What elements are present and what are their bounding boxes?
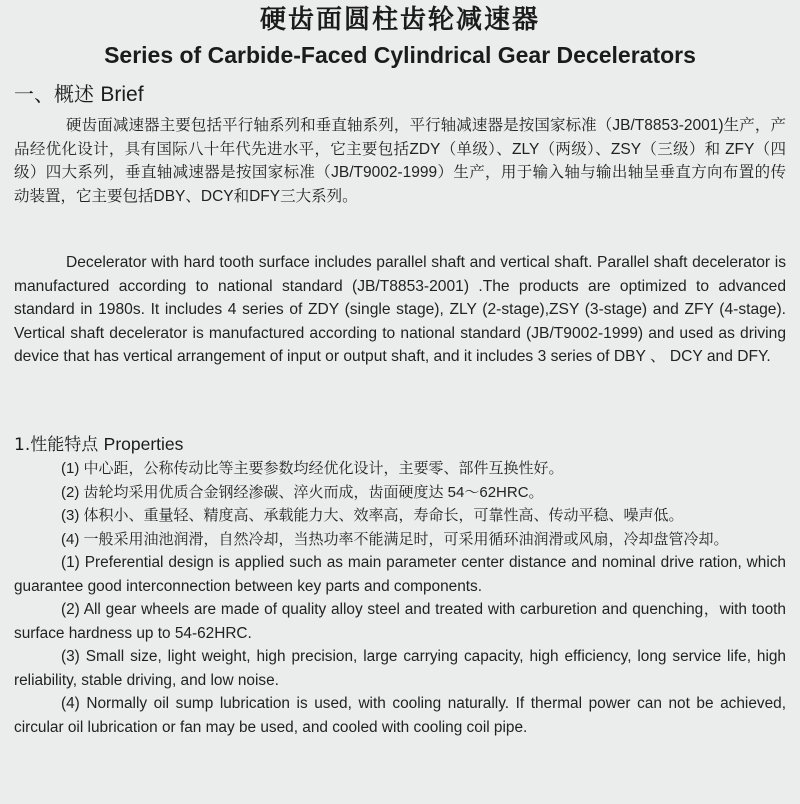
property-item-en-3: (3) Small size, light weight, high precision, large carrying capacity, high efficiency, long service life, high reliability, stable driving, and low noise. bbox=[14, 648, 786, 689]
property-item-cn-1: (1) 中心距，公称传动比等主要参数均经优化设计，主要零、部件互换性好。 bbox=[61, 460, 564, 477]
section-heading-en: Brief bbox=[100, 83, 144, 106]
property-item-cn-3: (3) 体积小、重量轻、精度高、承载能力大、效率高，寿命长，可靠性高、传动平稳、噪声低。 bbox=[61, 507, 684, 524]
properties-list bbox=[14, 457, 786, 739]
properties-heading-en: Properties bbox=[103, 434, 184, 454]
page-title-cn: 硬齿面圆柱齿轮减速器 bbox=[259, 5, 540, 35]
section-heading-brief bbox=[14, 80, 144, 109]
brief-paragraph-en: Decelerator with hard tooth surface includes parallel shaft and vertical shaft. Parallel shaft decelerator is manufactured according to national standard (JB/T8853-2001) .The products are optimized to advanced standard in 1980s. It includes 4 series of ZDY (single stage), ZLY (2-stage),ZSY (3-stage) and ZFY (4-stage). Vertical shaft decelerator is manufactured according to national standard (JB/T9002-1999) and used as driving device that has vertical arrangement of input or output shaft, and it includes 3 series of DBY 、 DCY and DFY. bbox=[14, 254, 786, 365]
page-title-en: Series of Carbide-Faced Cylindrical Gear Decelerators bbox=[104, 42, 696, 68]
property-item-en-4: (4) Normally oil sump lubrication is used, with cooling naturally. If thermal power can not be achieved, circular oil lubrication or fan may be used, and cooled with cooling coil pipe. bbox=[14, 695, 786, 736]
property-item-en-2: (2) All gear wheels are made of quality alloy steel and treated with carburetion and quenching，with tooth surface hardness up to 54-62HRC. bbox=[14, 601, 786, 642]
properties-heading bbox=[14, 431, 183, 458]
property-item-cn-4: (4) 一般采用油池润滑，自然冷却，当热功率不能满足时，可采用循环油润滑或风扇，冷却盘管冷却。 bbox=[61, 530, 729, 548]
property-item-en-1: (1) Preferential design is applied such as main parameter center distance and nominal drive ration, which guarantee good interconnection between key parts and components. bbox=[14, 554, 786, 595]
properties-heading-cn: 1.性能特点 bbox=[14, 435, 99, 455]
section-heading-cn: 一、概述 bbox=[14, 82, 94, 106]
brief-paragraph-cn: 硬齿面减速器主要包括平行轴系列和垂直轴系列，平行轴减速器是按国家标准（JB/T8853-2001)生产，产品经优化设计，具有国际八十年代先进水平，它主要包括ZDY（单级）、ZLY（两级）、ZSY（三级）和 ZFY（四级）四大系列，垂直轴减速器是按国家标准（JB/T9002-1999）生产，用于输入轴与输出轴呈垂直方向布置的传动装置，它主要包括DBY、DCY和DFY三大系列。 bbox=[14, 117, 786, 205]
property-item-cn-2: (2) 齿轮均采用优质合金钢经渗碳、淬火而成，齿面硬度达 54～62HRC。 bbox=[61, 483, 544, 501]
